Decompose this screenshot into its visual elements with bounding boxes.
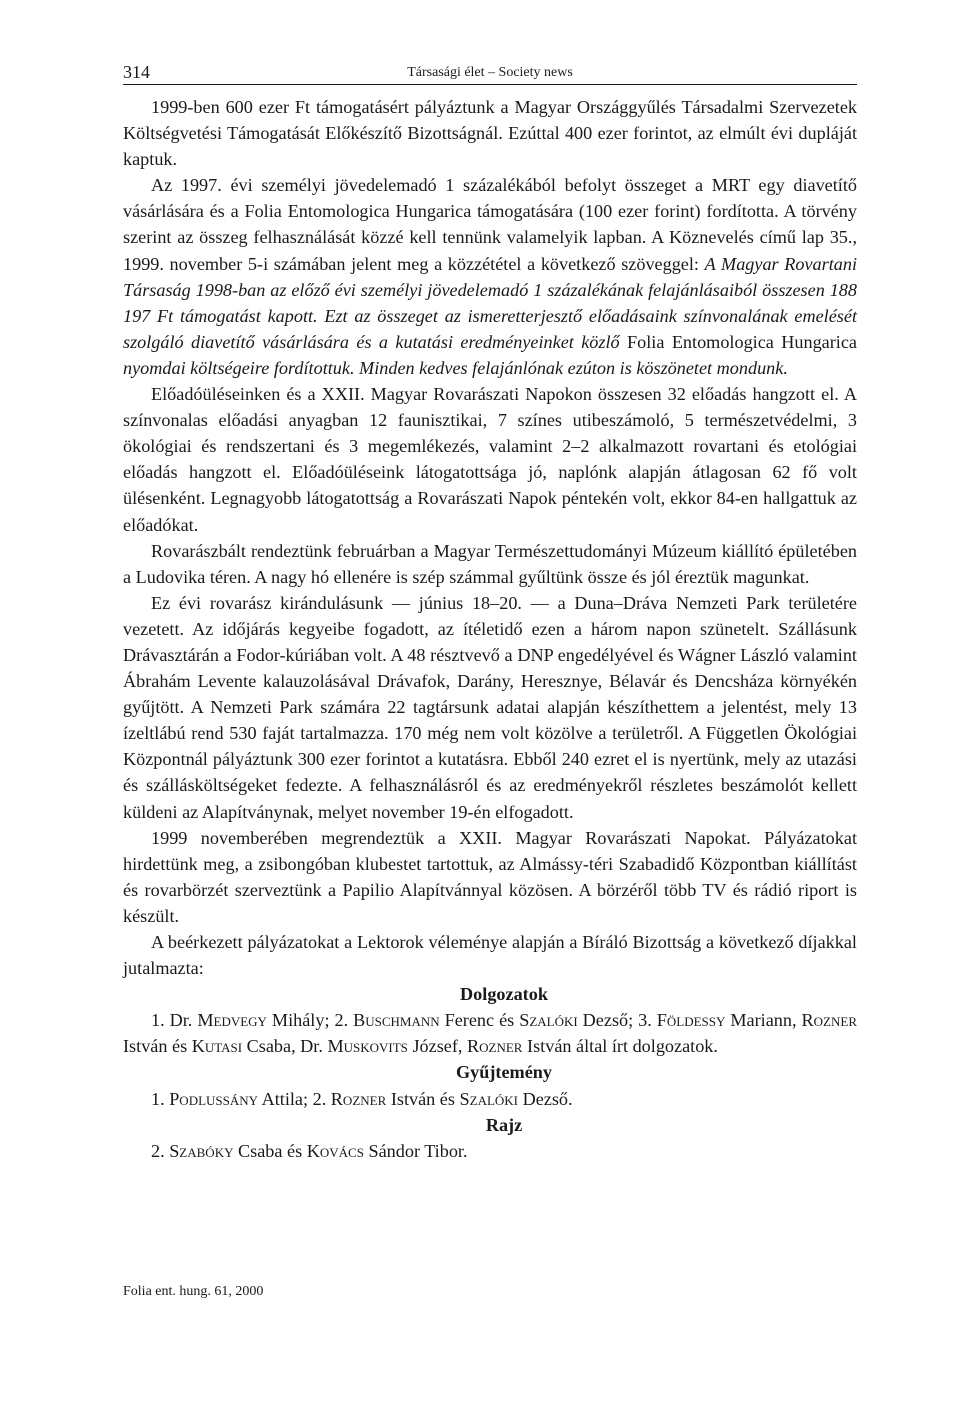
author-surname: Kutasi bbox=[191, 1036, 243, 1057]
author-surname: Rozner bbox=[330, 1088, 387, 1109]
award-text: Attila; 2. bbox=[258, 1088, 331, 1109]
awards-dolgozatok bbox=[123, 1007, 857, 1059]
page-header bbox=[123, 58, 857, 85]
footer-citation: Folia ent. hung. 61, 2000 bbox=[123, 1284, 264, 1299]
paragraph-excursion: Ez évi rovarász kirándulásunk — június 18–20. — a Duna–Dráva Nemzeti Park területére vezetett. Az időjárás kegyeibe fogadott, az ítéletidő ezen a három napon szünetelt. Szállásunk Drávasztárán a Fodor-kúriában volt. A 48 résztvevő a DNP engedélyével és Wágner László valamint Ábrahám Levente kalauzolásával Drávafok, Darány, Heresznye, Bélavár és Dencsháza környékén gyűjtött. A Nemzeti Park számára 22 tagtársunk adatai alapján készíthettem a jelentést, mely 13 ízeltlábú rend 530 faját tartalmazza. 170 még nem volt közölve a területről. A Független Ökológiai Központnál pályáztunk 300 ezer forintot a kutatásra. Ebből 240 ezret el is nyertünk, mely az utazási és szállásköltségeket fedezte. A felhasználásról és az eredményekről részletes beszámolót kellett küldeni az Alapítványnak, melyet november 19-én elfogadott. bbox=[123, 592, 857, 822]
award-text: István által írt dolgozatok. bbox=[522, 1036, 718, 1057]
quoted-announcement-end: nyomdai költségeire fordítottuk. Minden kedves felajánlónak ezúton is köszönetet mondunk. bbox=[123, 357, 788, 378]
award-text: Csaba és bbox=[233, 1140, 307, 1161]
paragraph-tax-donation bbox=[123, 172, 857, 381]
award-text: Dezső; 3. bbox=[577, 1010, 657, 1031]
author-surname: Szalóki bbox=[459, 1088, 519, 1109]
author-surname: Buschmann bbox=[353, 1010, 440, 1031]
author-surname: Földessy bbox=[656, 1010, 726, 1031]
quoted-announcement: A Magyar Rovartani Társaság 1998-ban az előző évi személyi jövedelemadó 1 százalékának felajánlásaiból összesen 188 197 Ft támogatást kapott. Ezt az összeget az ismeretterjesztő előadásaink színvonalának emelését szolgáló diavetítő vásárlására és a kutatási eredményeinket közlő bbox=[123, 253, 857, 352]
section-title-gyujtemeny: Gyűjtemény bbox=[456, 1062, 552, 1083]
paragraph-entomology-days: 1999 novemberében megrendeztük a XXII. Magyar Rovarászati Napokat. Pályázatokat hirdettünk meg, a zsibongóban klubestet tartottuk, az Almássy-téri Szabadidő Központban kiállítást és rovarbörzét szerveztünk a Papilio Alapítvánnyal közösen. A börzéről több TV és rádió riport is készült. bbox=[123, 827, 857, 926]
award-text: 1. Dr. bbox=[151, 1010, 198, 1031]
award-text: István és bbox=[123, 1036, 192, 1057]
author-surname: Rozner bbox=[467, 1036, 523, 1057]
award-text: Ferenc és bbox=[439, 1010, 520, 1031]
author-surname: Muskovits bbox=[327, 1036, 408, 1057]
article-body bbox=[123, 94, 857, 1164]
page bbox=[123, 58, 857, 1299]
author-surname: Szabóky bbox=[169, 1140, 234, 1161]
author-surname: Medvegy bbox=[197, 1010, 267, 1031]
paragraph-ball: Rovarászbált rendeztünk februárban a Magyar Természettudományi Múzeum kiállító épületében a Ludovika téren. A nagy hó ellenére is szép számmal gyűltünk össze és jól éreztük magunkat. bbox=[123, 540, 857, 587]
paragraph-text: Az 1997. évi személyi jövedelemadó 1 százalékából befolyt összeget a MRT egy diavetítő vásárlására és a Folia Entomologica Hungarica támogatására (100 ezer forint) fordította. A törvény szerint az összeg felhasználását közzé kell tennünk valamelyik lapban. A Köznevelés című lap 35., 1999. november 5-i számában jelent meg a közzététel a következő szöveggel: bbox=[123, 175, 857, 274]
author-surname: Podlussány bbox=[169, 1088, 259, 1109]
section-title-dolgozatok: Dolgozatok bbox=[460, 984, 548, 1005]
award-text: István és bbox=[386, 1088, 460, 1109]
award-text: 1. bbox=[151, 1088, 170, 1109]
author-surname: Szalóki bbox=[519, 1010, 578, 1031]
award-text: Mariann, bbox=[725, 1010, 802, 1031]
running-head: Társasági élet – Society news bbox=[407, 65, 573, 80]
award-text: Sándor Tibor. bbox=[363, 1140, 468, 1161]
award-text: József, bbox=[407, 1036, 468, 1057]
award-text: Csaba, Dr. bbox=[242, 1036, 328, 1057]
journal-name: Folia Entomologica Hungarica bbox=[619, 331, 857, 352]
award-text: Dezső. bbox=[518, 1088, 573, 1109]
author-surname: Rozner bbox=[801, 1010, 857, 1031]
award-text: 2. bbox=[151, 1140, 170, 1161]
paragraph-awards-intro: A beérkezett pályázatokat a Lektorok véleménye alapján a Bíráló Bizottság a következő díjakkal jutalmazta: bbox=[123, 932, 857, 979]
paragraph-funding: 1999-ben 600 ezer Ft támogatásért pályáztunk a Magyar Országgyűlés Társadalmi Szervezetek Költségvetési Támogatását Előkészítő Bizottságnál. Ezúttal 400 ezer forintot, az elmúlt évi dupláját kaptuk. bbox=[123, 97, 857, 170]
author-surname: Kovács bbox=[306, 1140, 364, 1161]
awards-rajz bbox=[123, 1138, 857, 1164]
page-number: 314 bbox=[123, 62, 150, 82]
award-text: Mihály; 2. bbox=[266, 1010, 354, 1031]
paragraph-lectures: Előadóüléseinken és a XXII. Magyar Rovarászati Napokon összesen 32 előadás hangzott el. A színvonalas előadási anyagban 12 faunisztikai, 7 színes utibeszámoló, 5 természetvédelmi, 3 ökológiai és rendszertani és 3 megemlékezés, valamint 2–2 alkalmazott rovartani és etológiai előadás hangzott el. Előadóüléseink látogatottsága jó, naplónk alapján átlagosan 62 fő volt ülésenként. Legnagyobb látogatottság a Rovarászati Napok péntekén volt, ekkor 84-en hallgattuk az előadókat. bbox=[123, 384, 857, 535]
awards-gyujtemeny bbox=[123, 1086, 857, 1112]
section-title-rajz: Rajz bbox=[485, 1114, 523, 1135]
